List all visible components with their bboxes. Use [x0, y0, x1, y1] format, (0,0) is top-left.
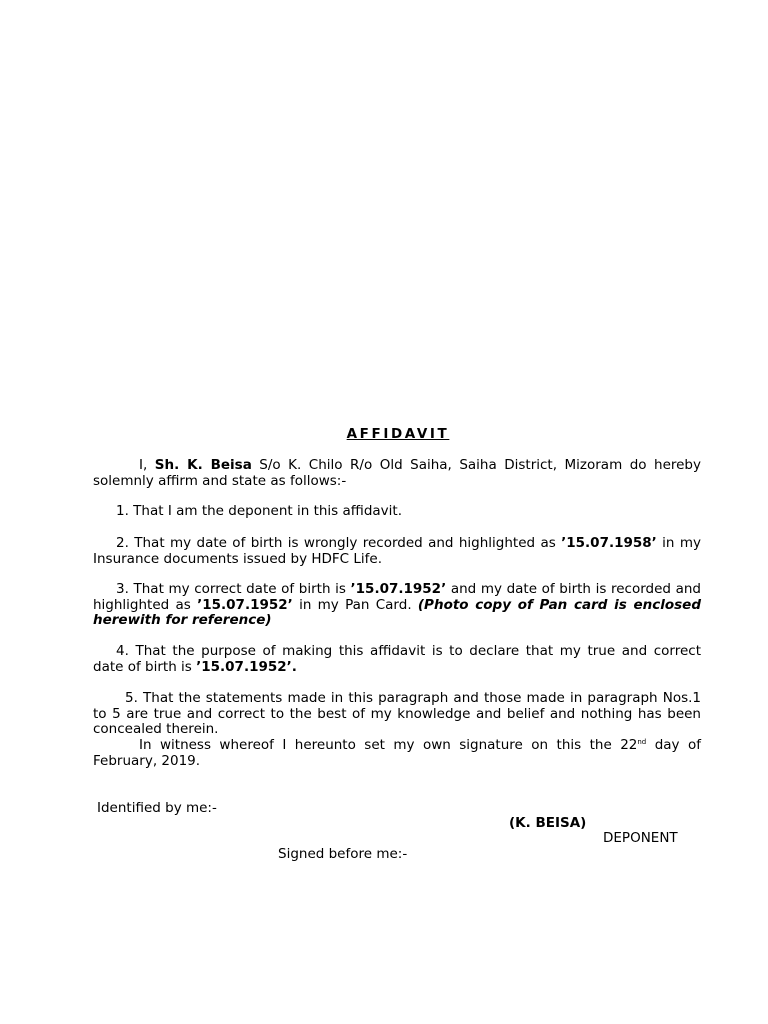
deponent-name: (K. BEISA) — [509, 815, 587, 831]
witness-before: In witness whereof I hereunto set my own signature on this the 22 — [139, 737, 638, 753]
correct-dob-1: ’15.07.1952’ — [350, 581, 447, 597]
correct-dob-2: ’15.07.1952’ — [197, 596, 293, 613]
signed-before-label: Signed before me:- — [278, 846, 408, 862]
paragraph-3-before: 3. That my correct date of birth is — [116, 581, 351, 597]
intro-prefix: I, — [139, 457, 155, 473]
affidavit-title: AFFIDAVIT — [346, 426, 450, 442]
intro-rest: S/o K. Chilo R/o Old Saiha, Saiha District, Mizoram do hereby solemnly affirm and state as follows:- — [93, 457, 701, 489]
paragraph-3-middle: and my date of birth is recorded and highlighted as — [93, 581, 701, 613]
deponent-name-inline: Sh. K. Beisa — [154, 457, 252, 473]
ordinal-suffix: nd — [637, 738, 647, 746]
paragraph-5: 5. That the statements made in this paragraph and those made in paragraph Nos.1 to 5 are true and correct to the best of my knowledge and belief and nothing has been concealed therein. — [93, 690, 701, 737]
paragraph-4-before: 4. That the purpose of making this affidavit is to declare that my true and correct date of birth is — [93, 643, 701, 675]
intro-paragraph — [93, 458, 701, 489]
witness-paragraph — [93, 738, 701, 769]
paragraph-3 — [93, 582, 701, 629]
true-dob: ’15.07.1952’. — [196, 658, 297, 675]
wrong-dob: ’15.07.1958’ — [561, 535, 657, 551]
pan-card-note: (Photo copy of Pan card is enclosed herewith for reference) — [93, 596, 701, 628]
paragraph-4 — [93, 644, 701, 675]
paragraph-2-before: 2. That my date of birth is wrongly recorded and highlighted as — [116, 535, 562, 551]
paragraph-3-after: in my Pan Card. — [292, 596, 418, 613]
paragraph-2 — [93, 536, 701, 567]
witness-after: day of February, 2019. — [93, 737, 701, 769]
paragraph-1: 1. That I am the deponent in this affidavit. — [116, 503, 402, 519]
deponent-label: DEPONENT — [603, 830, 678, 846]
identified-by-label: Identified by me:- — [97, 800, 217, 816]
paragraph-2-after: in my Insurance documents issued by HDFC Life. — [93, 535, 701, 567]
